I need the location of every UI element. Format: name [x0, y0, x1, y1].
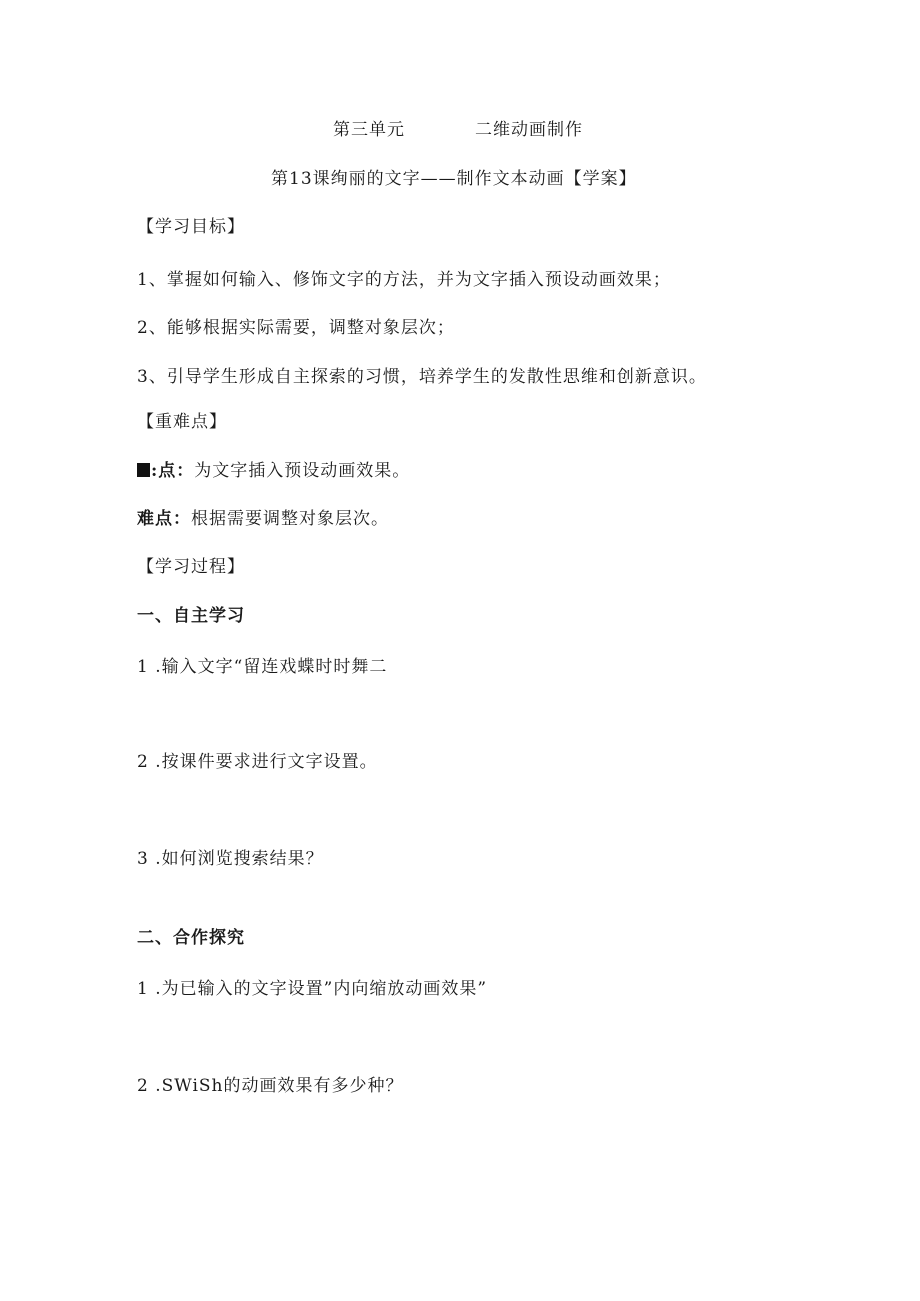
difficult-point-label: 难点：: [137, 509, 191, 529]
objective-item-3: 3、引导学生形成自主探索的习惯，培养学生的发散性思维和创新意识。: [137, 367, 707, 387]
difficult-point-row: [137, 508, 389, 530]
objective-item-1: 1、掌握如何输入、修饰文字的方法，并为文字插入预设动画效果；: [137, 270, 671, 290]
key-points-heading: 【重难点】: [137, 412, 227, 432]
section-self-study-title: 一、自主学习: [137, 606, 245, 626]
lesson-title: 第13课绚丽的文字——制作文本动画【学案】: [271, 169, 637, 189]
difficult-point-text: 根据需要调整对象层次。: [191, 509, 389, 529]
process-heading: 【学习过程】: [137, 557, 245, 577]
key-point-row: [137, 460, 410, 482]
cooperative-item-1: 1 .为已输入的文字设置”内向缩放动画效果”: [137, 979, 488, 999]
key-point-text: 为文字插入预设动画效果。: [194, 461, 411, 481]
self-study-item-2: 2 .按课件要求进行文字设置。: [137, 752, 378, 772]
section-cooperative-title: 二、合作探究: [137, 928, 245, 948]
cooperative-item-2: 2 .SWiSh的动画效果有多少种？: [137, 1076, 404, 1096]
self-study-item-1: 1 .输入文字“留连戏蝶时时舞二: [137, 657, 388, 677]
unit-topic: 二维动画制作: [475, 120, 583, 140]
self-study-item-3: 3 .如何浏览搜索结果？: [137, 849, 324, 869]
redaction-block: [137, 463, 150, 477]
unit-label: 第三单元: [333, 120, 405, 140]
key-point-label: :点：: [151, 461, 195, 481]
objectives-heading: 【学习目标】: [137, 217, 245, 237]
objective-item-2: 2、能够根据实际需要，调整对象层次；: [137, 318, 455, 338]
